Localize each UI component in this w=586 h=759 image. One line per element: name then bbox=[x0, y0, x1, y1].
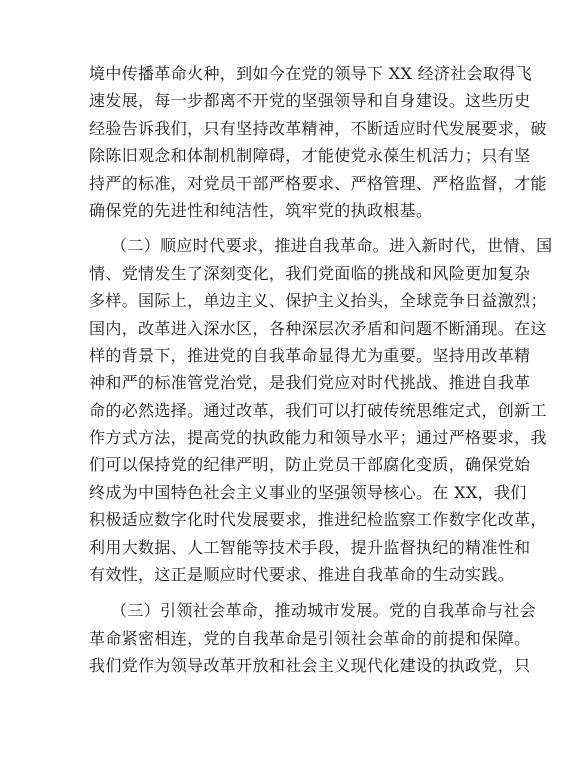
paragraph-1 bbox=[89, 60, 547, 224]
paragraph-2 bbox=[89, 232, 553, 588]
text-line: 利用大数据、人工智能等技术手段，提升监督执纪的精准性和 bbox=[89, 537, 531, 557]
text-line: 样的背景下，推进党的自我革命显得尤为重要。坚持用改革精 bbox=[89, 345, 531, 365]
paragraph-spacing bbox=[89, 588, 501, 597]
text-line: 神和严的标准管党治党，是我们党应对时代挑战、推进自我革 bbox=[89, 373, 531, 393]
text-line: 速发展，每一步都离不开党的坚强领导和自身建设。这些历史 bbox=[89, 91, 531, 111]
text-line: 境中传播革命火种，到如今在党的领导下 XX 经济社会取得飞 bbox=[89, 64, 533, 83]
text-line: （三）引领社会革命，推动城市发展。党的自我革命与社会 bbox=[111, 601, 537, 621]
text-line: 国内，改革进入深水区，各种深层次矛盾和问题不断涌现。在这 bbox=[89, 318, 547, 338]
paragraph-spacing bbox=[89, 224, 501, 232]
paragraph-history-lessons bbox=[89, 60, 553, 680]
text-line: 终成为中国特色社会主义事业的坚强领导核心。在 XX，我们 bbox=[89, 482, 527, 502]
text-line: 除陈旧观念和体制机制障碍，才能使党永葆生机活力；只有坚 bbox=[89, 146, 531, 166]
text-line: 们可以保持党的纪律严明，防止党员干部腐化变质，确保党始 bbox=[89, 455, 531, 475]
text-line: 作方式方法，提高党的执政能力和领导水平；通过严格要求，我 bbox=[89, 428, 547, 448]
text-line: 经验告诉我们，只有坚持改革精神，不断适应时代发展要求，破 bbox=[89, 118, 547, 138]
text-line: 我们党作为领导改革开放和社会主义现代化建设的执政党，只 bbox=[89, 656, 531, 676]
text-line: 革命紧密相连，党的自我革命是引领社会革命的前提和保障。 bbox=[89, 628, 531, 648]
text-line: 情、党情发生了深刻变化，我们党面临的挑战和风险更加复杂 bbox=[89, 263, 531, 283]
text-line: 多样。国际上，单边主义、保护主义抬头，全球竞争日益激烈； bbox=[89, 291, 547, 311]
text-line: 有效性，这正是顺应时代要求、推进自我革命的生动实践。 bbox=[89, 565, 515, 585]
text-line: 确保党的先进性和纯洁性，筑牢党的执政根基。 bbox=[89, 200, 433, 220]
text-line: 持严的标准，对党员干部严格要求、严格管理、严格监督，才能 bbox=[89, 173, 547, 193]
text-line: （二）顺应时代要求，推进自我革命。进入新时代，世情、国 bbox=[111, 236, 553, 256]
paragraph-3 bbox=[89, 597, 537, 679]
text-line: 命的必然选择。通过改革，我们可以打破传统思维定式，创新工 bbox=[89, 400, 547, 420]
text-line: 积极适应数字化时代发展要求，推进纪检监察工作数字化改革， bbox=[89, 510, 547, 530]
